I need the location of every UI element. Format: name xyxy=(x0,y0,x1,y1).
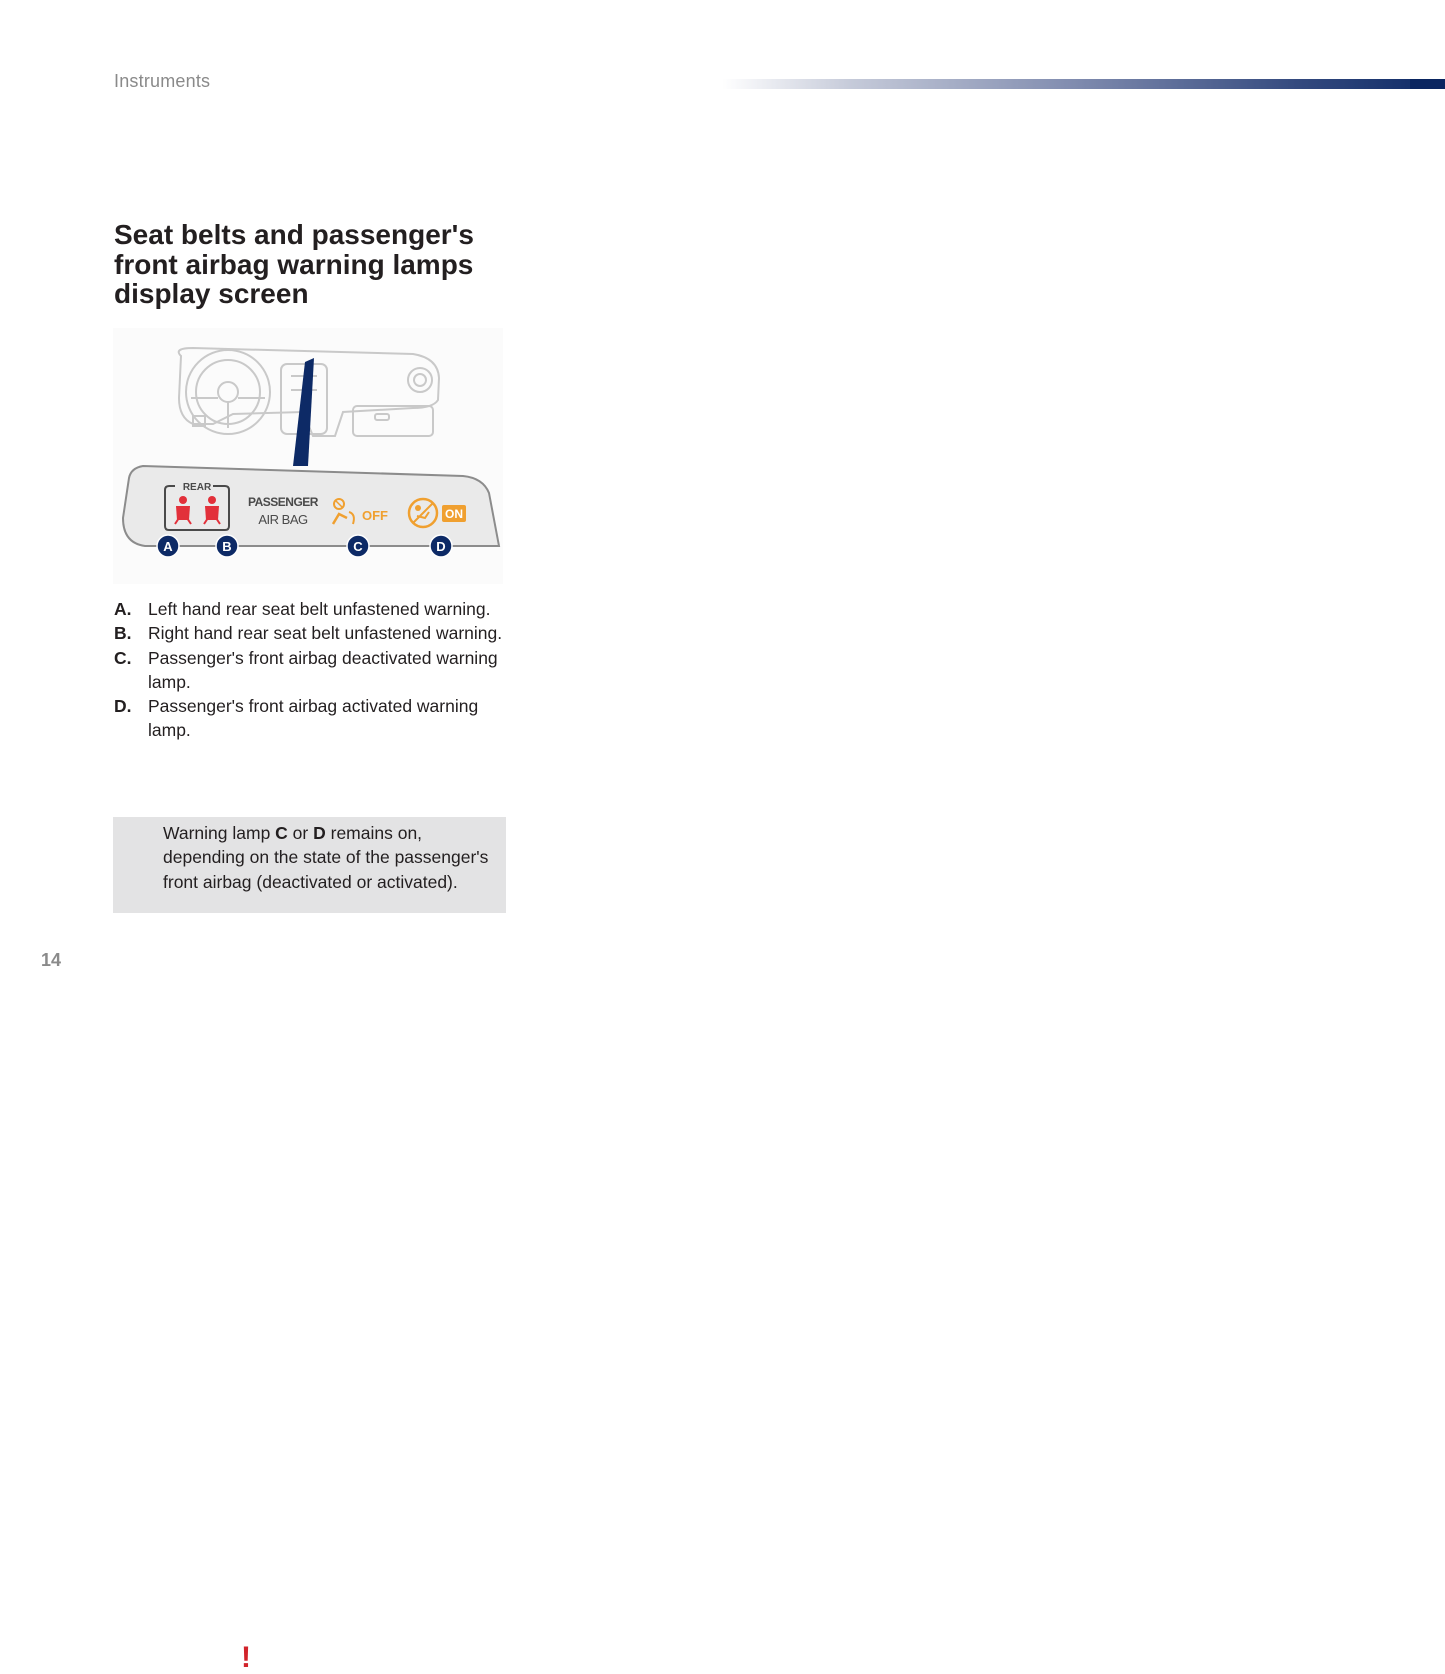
callout-c xyxy=(347,535,369,557)
legend-key: C. xyxy=(114,647,132,668)
legend-text: Right hand rear seat belt unfastened warning. xyxy=(148,623,503,644)
callout-a-label: A xyxy=(163,539,173,554)
callout-b xyxy=(216,535,238,557)
legend-key: A. xyxy=(114,599,132,619)
legend-item-a xyxy=(114,597,514,621)
on-label: ON xyxy=(445,507,463,521)
callout-c-label: C xyxy=(353,539,363,554)
note-lamp-d: D xyxy=(313,823,326,843)
exclamation-icon: ! xyxy=(241,1641,251,1674)
callout-b-label: B xyxy=(222,539,232,554)
page-number: 14 xyxy=(41,950,62,970)
legend-text: Left hand rear seat belt unfastened warning. xyxy=(148,599,491,619)
note-text-3: remains on, depending on the state of the passenger's front airbag (deactivated or activated). xyxy=(163,823,489,892)
header-gradient-bar xyxy=(722,79,1445,89)
legend-key: D. xyxy=(114,696,132,717)
legend-item-c xyxy=(114,646,514,695)
legend-item-b xyxy=(114,621,514,645)
passenger-label: PASSENGER xyxy=(248,495,318,509)
callout-d-label: D xyxy=(436,539,446,554)
section-title: Instruments xyxy=(114,71,211,91)
legend-text: Passenger's front airbag activated warning lamp. xyxy=(148,696,479,741)
header-bar-end xyxy=(1410,79,1445,89)
legend-list xyxy=(114,597,514,743)
callout-a xyxy=(157,535,179,557)
airbag-label: AIR BAG xyxy=(258,512,308,527)
warning-note-text xyxy=(163,821,501,894)
note-text-1: Warning lamp xyxy=(163,823,276,843)
legend-item-d xyxy=(114,694,514,743)
off-label: OFF xyxy=(362,508,388,523)
illustration-svg xyxy=(113,328,503,584)
page-heading: Seat belts and passenger's front airbag warning lamps display screen xyxy=(114,219,474,309)
note-text-2: or xyxy=(287,823,314,843)
rear-label: REAR xyxy=(182,482,212,493)
note-lamp-c: C xyxy=(275,823,288,843)
display-screen-illustration xyxy=(113,328,503,584)
legend-key: B. xyxy=(114,623,132,644)
legend-text: Passenger's front airbag deactivated warning lamp. xyxy=(148,647,498,692)
callout-d xyxy=(430,535,452,557)
